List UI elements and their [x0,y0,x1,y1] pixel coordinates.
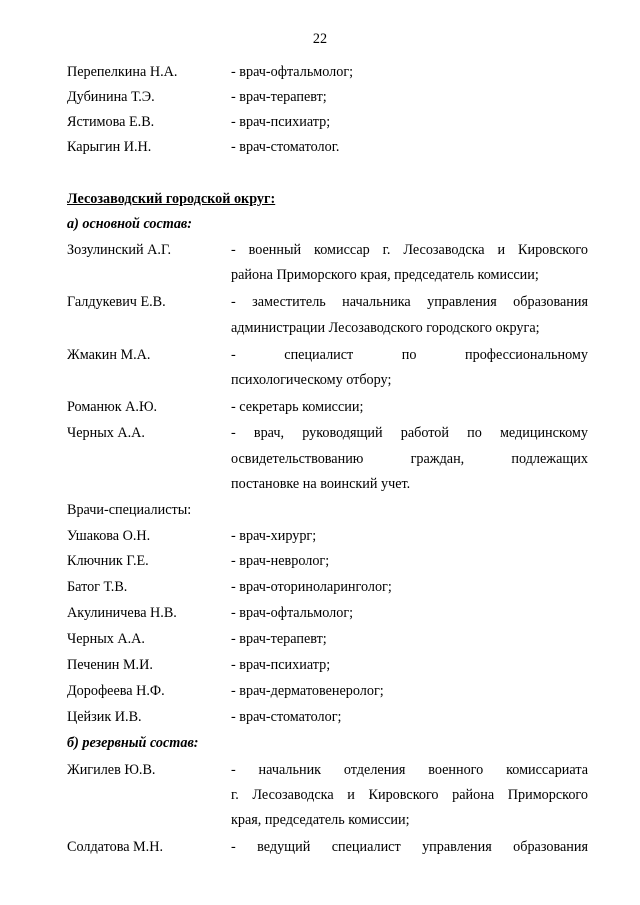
member-role: - врач-офтальмолог; [231,64,354,80]
member-role-line: постановке на воинский учет. [231,476,411,492]
doctor-name: Дорофеева Н.Ф. [67,683,165,699]
doctor-name: Ключник Г.Е. [67,553,149,569]
member-role: - врач-стоматолог. [231,139,340,155]
doctor-role: - врач-терапевт; [231,631,327,647]
member-name: Зозулинский А.Г. [67,242,172,258]
member-name: Ястимова Е.В. [67,114,155,130]
member-role-line: - заместитель начальника управления образования [231,294,588,310]
member-name: Перепелкина Н.А. [67,64,178,80]
doctor-role: - врач-невролог; [231,553,330,569]
member-role-line: администрации Лесозаводского городского округа; [231,320,540,336]
doctor-name: Черных А.А. [67,631,145,647]
member-role: - врач-терапевт; [231,89,327,105]
member-role-line: района Приморского края, председатель комиссии; [231,267,539,283]
member-role: - врач-психиатр; [231,114,331,130]
doctor-role: - врач-хирург; [231,528,317,544]
member-role-line: - военный комиссар г. Лесозаводска и Кировского [231,242,588,258]
section-title: Лесозаводский городской округ: [67,191,276,207]
doctor-role: - врач-офтальмолог; [231,605,354,621]
reserve-composition-heading: б) резервный состав: [67,735,199,751]
member-role-line: - секретарь комиссии; [231,399,364,415]
page-number: 22 [312,31,328,47]
member-name: Черных А.А. [67,425,145,441]
doctor-name: Цейзик И.В. [67,709,142,725]
member-name: Дубинина Т.Э. [67,89,155,105]
member-name: Жигилев Ю.В. [67,762,156,778]
member-name: Романюк А.Ю. [67,399,158,415]
doctor-role: - врач-стоматолог; [231,709,342,725]
member-role-line: психологическому отбору; [231,372,392,388]
doctor-name: Печенин М.И. [67,657,153,673]
member-name: Галдукевич Е.В. [67,294,166,310]
doctor-name: Акулиничева Н.В. [67,605,177,621]
doctor-role: - врач-дерматовенеролог; [231,683,384,699]
doctor-role: - врач-оториноларинголог; [231,579,392,595]
doctor-role: - врач-психиатр; [231,657,331,673]
member-role-line: - начальник отделения военного комиссариата [231,762,588,778]
doctors-heading: Врачи-специалисты: [67,502,192,518]
member-name: Солдатова М.Н. [67,839,164,855]
member-role-line: - врач, руководящий работой по медицинскому [231,425,588,441]
doctor-name: Батог Т.В. [67,579,128,595]
member-role-line: - специалист по профессиональному [231,347,588,363]
member-role-line: освидетельствованию граждан, подлежащих [231,451,588,467]
member-role-line: края, председатель комиссии; [231,812,410,828]
member-role-line: - ведущий специалист управления образования [231,839,588,855]
doctor-name: Ушакова О.Н. [67,528,151,544]
main-composition-heading: а) основной состав: [67,216,192,232]
member-name: Жмакин М.А. [67,347,151,363]
member-name: Карыгин И.Н. [67,139,152,155]
member-role-line: г. Лесозаводска и Кировского района Приморского [231,787,588,803]
